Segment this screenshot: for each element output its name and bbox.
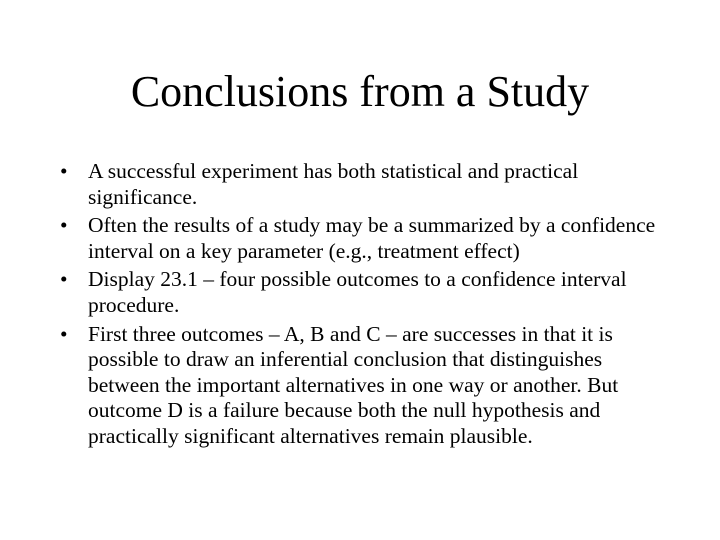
bullet-item [58,267,664,318]
bullet-item [58,159,664,210]
bullet-icon: • [60,213,68,238]
bullet-icon: • [60,267,68,292]
bullet-list [58,159,664,453]
bullet-item [58,213,664,264]
slide-title: Conclusions from a Study [130,67,590,116]
bullet-text: A successful experiment has both statistical and practical significance. [88,159,579,209]
bullet-icon: • [60,321,68,346]
bullet-text: Often the results of a study may be a summarized by a confidence interval on a key parameter (e.g., treatment effect) [88,213,656,263]
bullet-text: First three outcomes – A, B and C – are successes in that it is possible to draw an inferential conclusion that distinguishes between the important alternatives in one way or another. But outcome D is a failure because both the null hypothesis and practically significant alternatives remain plausible. [88,321,619,448]
bullet-icon: • [60,159,68,183]
bullet-item [58,322,664,450]
bullet-text: Display 23.1 – four possible outcomes to a confidence interval procedure. [88,267,627,317]
